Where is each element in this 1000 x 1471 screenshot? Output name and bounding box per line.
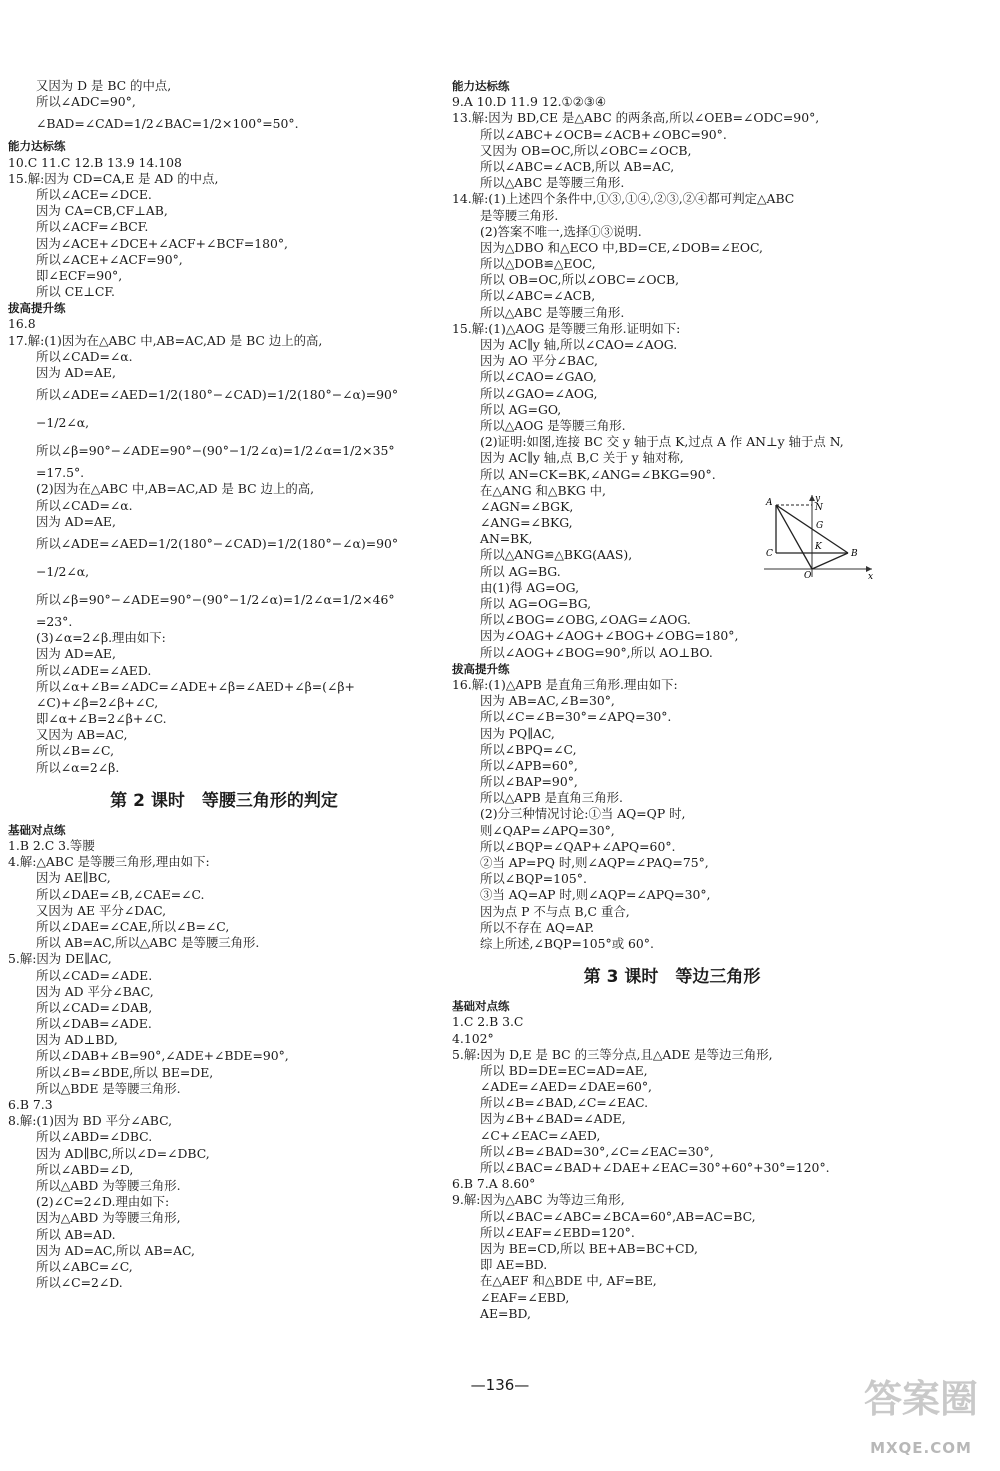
answer-line: 6.B 7.3 bbox=[8, 1097, 53, 1112]
answer-line: 因为 AD 平分∠BAC, bbox=[36, 983, 154, 999]
answer-line: 所以∠DAE=∠CAE,所以∠B=∠C, bbox=[36, 918, 230, 934]
answer-line: 所以∠CAD=∠DAB, bbox=[36, 999, 153, 1015]
page-number: —136— bbox=[470, 1376, 530, 1394]
answer-line: 所以 OB=OC,所以∠OBC=∠OCB, bbox=[480, 272, 680, 288]
answer-line: (2)答案不唯一,选择①③说明. bbox=[480, 223, 642, 239]
answer-line: −1/2∠α, bbox=[36, 563, 90, 579]
answer-line: 所以△DOB≌△EOC, bbox=[480, 256, 596, 272]
answer-line: 所以∠BQP=105°. bbox=[480, 871, 587, 887]
answer-line: 所以 AB=AC,所以△ABC 是等腰三角形. bbox=[36, 935, 260, 951]
answer-line: 6.B 7.A 8.60° bbox=[452, 1176, 536, 1192]
answer-line: 因为∠OAG+∠AOG+∠BOG+∠OBG=180°, bbox=[480, 628, 739, 644]
answer-line: ∠ANG=∠BKG, bbox=[480, 515, 573, 531]
answer-line: 所以 BD=DE=EC=AD=AE, bbox=[480, 1062, 648, 1078]
answer-line: 所以∠ABD=∠DBC. bbox=[36, 1129, 153, 1145]
answer-line: 所以∠C=∠B=30°=∠APQ=30°. bbox=[480, 709, 672, 725]
answer-line: 即∠ECF=90°, bbox=[36, 267, 123, 283]
answer-line: 8.解:(1)因为 BD 平分∠ABC, bbox=[8, 1113, 173, 1129]
answer-line: 所以∠APB=60°, bbox=[480, 757, 578, 773]
answer-line: 所以∠EAF=∠EBD=120°. bbox=[480, 1224, 635, 1240]
answer-line: 所以∠ABC=∠ACB, bbox=[480, 288, 596, 304]
answer-line: 15.解:因为 CD=CA,E 是 AD 的中点, bbox=[8, 170, 219, 186]
answer-line: 所以∠B=∠BAD=30°,∠C=∠EAC=30°, bbox=[480, 1143, 714, 1159]
answer-line: 能力达标练 bbox=[8, 139, 66, 154]
answer-line: 能力达标练 bbox=[452, 79, 510, 93]
answer-line: 所以∠ABC=∠C, bbox=[36, 1258, 133, 1274]
fig-label-x: x bbox=[868, 572, 874, 579]
answer-line: 因为 AC∥y 轴,点 B,C 关于 y 轴对称, bbox=[480, 450, 684, 466]
answer-line: (2)因为在△ABC 中,AB=AC,AD 是 BC 边上的高, bbox=[36, 481, 315, 497]
answer-line: 14.解:(1)上述四个条件中,①③,①④,②③,②④都可判定△ABC bbox=[452, 191, 795, 207]
answer-line: ∠BAD=∠CAD=1/2∠BAC=1/2×100°=50°. bbox=[36, 116, 299, 132]
answer-line: 所以∠ABD=∠D, bbox=[36, 1161, 134, 1177]
answer-line: ∠ADE=∠AED=∠DAE=60°, bbox=[480, 1079, 652, 1095]
answer-line: 所以 AN=CK=BK,∠ANG=∠BKG=90°. bbox=[480, 466, 716, 482]
fig-label-b: B bbox=[851, 549, 858, 559]
answer-line: 因为 AD∥BC,所以∠D=∠DBC, bbox=[36, 1145, 210, 1161]
answer-line: 所以∠CAO=∠GAO, bbox=[480, 369, 597, 385]
answer-line: 所以∠β=90°−∠ADE=90°−(90°−1/2∠α)=1/2∠α=1/2×35° bbox=[36, 443, 395, 459]
answer-line: 因为∠ACE+∠DCE+∠ACF+∠BCF=180°, bbox=[36, 235, 288, 251]
answer-line: 因为△ABD 为等腰三角形, bbox=[36, 1210, 181, 1226]
answer-line: 所以△AOG 是等腰三角形. bbox=[480, 417, 626, 433]
answer-line: 因为 AO 平分∠BAC, bbox=[480, 353, 598, 369]
answer-line: 又因为 D 是 BC 的中点, bbox=[36, 78, 172, 93]
answer-line: 所以∠α=2∠β. bbox=[36, 759, 120, 775]
answer-line: 4.解:△ABC 是等腰三角形,理由如下: bbox=[8, 854, 210, 870]
answer-line: 5.解:因为 D,E 是 BC 的三等分点,且△ADE 是等边三角形, bbox=[452, 1046, 773, 1062]
fig-label-a: A bbox=[766, 498, 773, 508]
watermark-text: MXQE.COM bbox=[870, 1439, 972, 1457]
answer-line: AN=BK, bbox=[480, 531, 533, 547]
answer-line: 13.解:因为 BD,CE 是△ABC 的两条高,所以∠OEB=∠ODC=90°, bbox=[452, 110, 820, 126]
answer-line: 所以∠ACF=∠BCF. bbox=[36, 219, 149, 235]
fig-label-o: O bbox=[804, 571, 812, 579]
answer-line: 因为△DBO 和△ECO 中,BD=CE,∠DOB=∠EOC, bbox=[480, 239, 763, 255]
answer-line: 所以∠B=∠C, bbox=[36, 743, 115, 759]
answer-line: 所以∠DAB=∠ADE. bbox=[36, 1016, 152, 1032]
answer-line: 所以△ABC 是等腰三角形. bbox=[480, 304, 625, 320]
answer-line: 即 AE=BD. bbox=[480, 1257, 548, 1273]
answer-line: 因为 AB=AC,∠B=30°, bbox=[480, 693, 615, 709]
answer-line: 所以∠β=90°−∠ADE=90°−(90°−1/2∠α)=1/2∠α=1/2×46° bbox=[36, 591, 395, 607]
answer-line: 所以 AG=GO, bbox=[480, 401, 562, 417]
fig-label-k: K bbox=[815, 542, 822, 552]
answer-line: 所以∠ADE=∠AED. bbox=[36, 662, 152, 678]
watermark-graphic: 答案圈 bbox=[864, 1377, 979, 1421]
answer-line: (3)∠α=2∠β.理由如下: bbox=[36, 630, 166, 646]
answer-line: 所以∠BAC=∠BAD+∠DAE+∠EAC=30°+60°+30°=120°. bbox=[480, 1160, 830, 1175]
answer-line: 所以∠α+∠B=∠ADC=∠ADE+∠β=∠AED+∠β=(∠β+ bbox=[36, 678, 355, 694]
answer-line: 拔高提升练 bbox=[8, 301, 66, 316]
answer-line: 因为 AC∥y 轴,所以∠CAO=∠AOG. bbox=[480, 337, 678, 352]
coordinate-figure bbox=[760, 493, 876, 579]
answer-line: 所以∠ABC=∠ACB,所以 AB=AC, bbox=[480, 158, 675, 174]
answer-line: ②当 AP=PQ 时,则∠AQP=∠PAQ=75°, bbox=[480, 855, 709, 870]
answer-line: 因为 AD=AE, bbox=[36, 646, 116, 662]
answer-line: 所以∠BAC=∠ABC=∠BCA=60°,AB=AC=BC, bbox=[480, 1208, 756, 1224]
section-title-lesson-3: 第 3 课时 等边三角形 bbox=[583, 967, 761, 988]
answer-line: 因为 PQ∥AC, bbox=[480, 725, 555, 741]
answer-line: 又因为 AE 平分∠DAC, bbox=[36, 902, 167, 918]
answer-line: 所以△BDE 是等腰三角形. bbox=[36, 1080, 181, 1096]
answer-line: 基础对点练 bbox=[452, 999, 510, 1014]
answer-line: 15.解:(1)△AOG 是等腰三角形.证明如下: bbox=[452, 320, 681, 336]
answer-line: 9.A 10.D 11.9 12.①②③④ bbox=[452, 94, 606, 110]
fig-label-n: N bbox=[815, 503, 823, 513]
answer-line: 所以∠B=∠BDE,所以 BE=DE, bbox=[36, 1064, 214, 1080]
left-lines-block-1 bbox=[8, 78, 440, 776]
answer-line: =17.5°. bbox=[36, 465, 85, 481]
answer-line: 1.C 2.B 3.C bbox=[452, 1014, 524, 1030]
answer-line: 是等腰三角形. bbox=[480, 207, 559, 223]
answer-line: (2)证明:如图,连接 BC 交 y 轴于点 K,过点 A 作 AN⊥y 轴于点 N, bbox=[480, 434, 844, 450]
answer-line: 16.8 bbox=[8, 316, 36, 332]
answer-line: 所以△ABC 是等腰三角形. bbox=[480, 175, 625, 191]
answer-line: 17.解:(1)因为在△ABC 中,AB=AC,AD 是 BC 边上的高, bbox=[8, 332, 323, 348]
answer-line: 所以∠AOG+∠BOG=90°,所以 AO⊥BO. bbox=[480, 644, 713, 660]
fig-label-c: C bbox=[766, 549, 773, 559]
answer-line: 所以 AG=BG. bbox=[480, 563, 561, 579]
answer-line: 基础对点练 bbox=[8, 822, 66, 837]
section-title-lesson-2: 第 2 课时 等腰三角形的判定 bbox=[110, 790, 338, 811]
answer-line: 16.解:(1)△APB 是直角三角形.理由如下: bbox=[452, 676, 678, 692]
answer-line: 又因为 OB=OC,所以∠OBC=∠OCB, bbox=[480, 142, 692, 158]
left-column bbox=[8, 78, 440, 1291]
answer-line: 因为 AD=AE, bbox=[36, 365, 116, 380]
answer-line: AE=BD, bbox=[480, 1305, 531, 1321]
answer-line: 所以∠BAP=90°, bbox=[480, 774, 578, 790]
answer-line: 所以∠C=2∠D. bbox=[36, 1275, 123, 1291]
answer-line: 拔高提升练 bbox=[452, 661, 510, 676]
answer-line: ∠C+∠EAC=∠AED, bbox=[480, 1127, 601, 1143]
answer-line: 10.C 11.C 12.B 13.9 14.108 bbox=[8, 154, 182, 170]
answer-line: 所以∠DAB+∠B=90°,∠ADE+∠BDE=90°, bbox=[36, 1048, 289, 1064]
answer-line: 因为 AD=AE, bbox=[36, 513, 116, 529]
answer-line: 所以 AG=OG=BG, bbox=[480, 596, 592, 611]
answer-line: 所以 CE⊥CF. bbox=[36, 284, 115, 300]
answer-line: 所以∠CAD=∠α. bbox=[36, 348, 133, 364]
answer-line: 5.解:因为 DE∥AC, bbox=[8, 951, 112, 967]
answer-line: ∠AGN=∠BGK, bbox=[480, 498, 574, 514]
answer-line: 所以∠ADE=∠AED=1/2(180°−∠CAD)=1/2(180°−∠α)=90° bbox=[36, 387, 399, 403]
answer-line: 所以△ABD 为等腰三角形. bbox=[36, 1177, 181, 1193]
right-column bbox=[452, 78, 892, 1322]
fig-label-g: G bbox=[816, 521, 824, 531]
answer-line: 所以∠GAO=∠AOG, bbox=[480, 385, 598, 401]
answer-line: 所以∠CAD=∠α. bbox=[36, 497, 133, 513]
answer-line: 因为点 P 不与点 B,C 重合, bbox=[480, 903, 630, 919]
answer-line: 因为 CA=CB,CF⊥AB, bbox=[36, 203, 168, 219]
answer-line: 所以∠ACE=∠DCE. bbox=[36, 186, 152, 202]
answer-line: 所以不存在 AQ=AP. bbox=[480, 919, 595, 935]
answer-line: 所以∠BPQ=∠C, bbox=[480, 741, 577, 757]
answer-line: 在△ANG 和△BKG 中, bbox=[480, 482, 606, 498]
answer-line: 因为 AE∥BC, bbox=[36, 870, 111, 886]
answer-line: 所以∠B=∠BAD,∠C=∠EAC. bbox=[480, 1095, 649, 1111]
answer-line: ∠EAF=∠EBD, bbox=[480, 1289, 570, 1305]
answer-line: 因为∠B+∠BAD=∠ADE, bbox=[480, 1111, 626, 1127]
answer-line: =23°. bbox=[36, 613, 73, 629]
fig-label-y: y bbox=[815, 494, 821, 504]
answer-line: −1/2∠α, bbox=[36, 415, 90, 431]
answer-line: (2)∠C=2∠D.理由如下: bbox=[36, 1194, 170, 1210]
answer-line: 又因为 AB=AC, bbox=[36, 727, 128, 743]
left-lines-block-2 bbox=[8, 822, 440, 1291]
answer-line: 所以∠BOG=∠OBG,∠OAG=∠AOG. bbox=[480, 612, 691, 628]
answer-line: 因为 BE=CD,所以 BE+AB=BC+CD, bbox=[480, 1240, 698, 1256]
answer-line: ∠C)+∠β=2∠β+∠C, bbox=[36, 694, 159, 710]
right-lines-block-2 bbox=[452, 998, 892, 1322]
watermark-logo bbox=[856, 1371, 986, 1457]
answer-line: 所以∠DAE=∠B,∠CAE=∠C. bbox=[36, 886, 205, 902]
answer-line: 由(1)得 AG=OG, bbox=[480, 579, 580, 595]
answer-line: 4.102° bbox=[452, 1030, 494, 1046]
answer-line: 所以 AB=AD. bbox=[36, 1226, 116, 1242]
answer-line: 1.B 2.C 3.等腰 bbox=[8, 838, 95, 853]
answer-line: 即∠α+∠B=2∠β+∠C. bbox=[36, 711, 167, 727]
answer-line: 所以∠ACE+∠ACF=90°, bbox=[36, 251, 183, 267]
answer-line: ③当 AQ=AP 时,则∠AQP=∠APQ=30°, bbox=[480, 887, 711, 903]
answer-line: 所以∠BQP=∠QAP+∠APQ=60°. bbox=[480, 838, 676, 854]
answer-line: 所以∠ADC=90°, bbox=[36, 94, 136, 110]
answer-line: 9.解:因为△ABC 为等边三角形, bbox=[452, 1192, 625, 1208]
answer-line: 则∠QAP=∠APQ=30°, bbox=[480, 822, 615, 838]
answer-line: (2)分三种情况讨论:①当 AQ=QP 时, bbox=[480, 806, 686, 822]
answer-line: 综上所述,∠BQP=105°或 60°. bbox=[480, 935, 654, 951]
answer-line: 所以△APB 是直角三角形. bbox=[480, 790, 623, 806]
answer-line: 所以∠CAD=∠ADE. bbox=[36, 967, 153, 983]
answer-line: 所以△ANG≌△BKG(AAS), bbox=[480, 547, 633, 563]
answer-line: 所以∠ADE=∠AED=1/2(180°−∠CAD)=1/2(180°−∠α)=90° bbox=[36, 535, 399, 551]
answer-line: 所以∠ABC+∠OCB=∠ACB+∠OBC=90°. bbox=[480, 126, 727, 142]
answer-line: 在△AEF 和△BDE 中, AF=BE, bbox=[480, 1273, 657, 1289]
answer-line: 因为 AD⊥BD, bbox=[36, 1032, 118, 1048]
answer-line: 因为 AD=AC,所以 AB=AC, bbox=[36, 1242, 195, 1258]
